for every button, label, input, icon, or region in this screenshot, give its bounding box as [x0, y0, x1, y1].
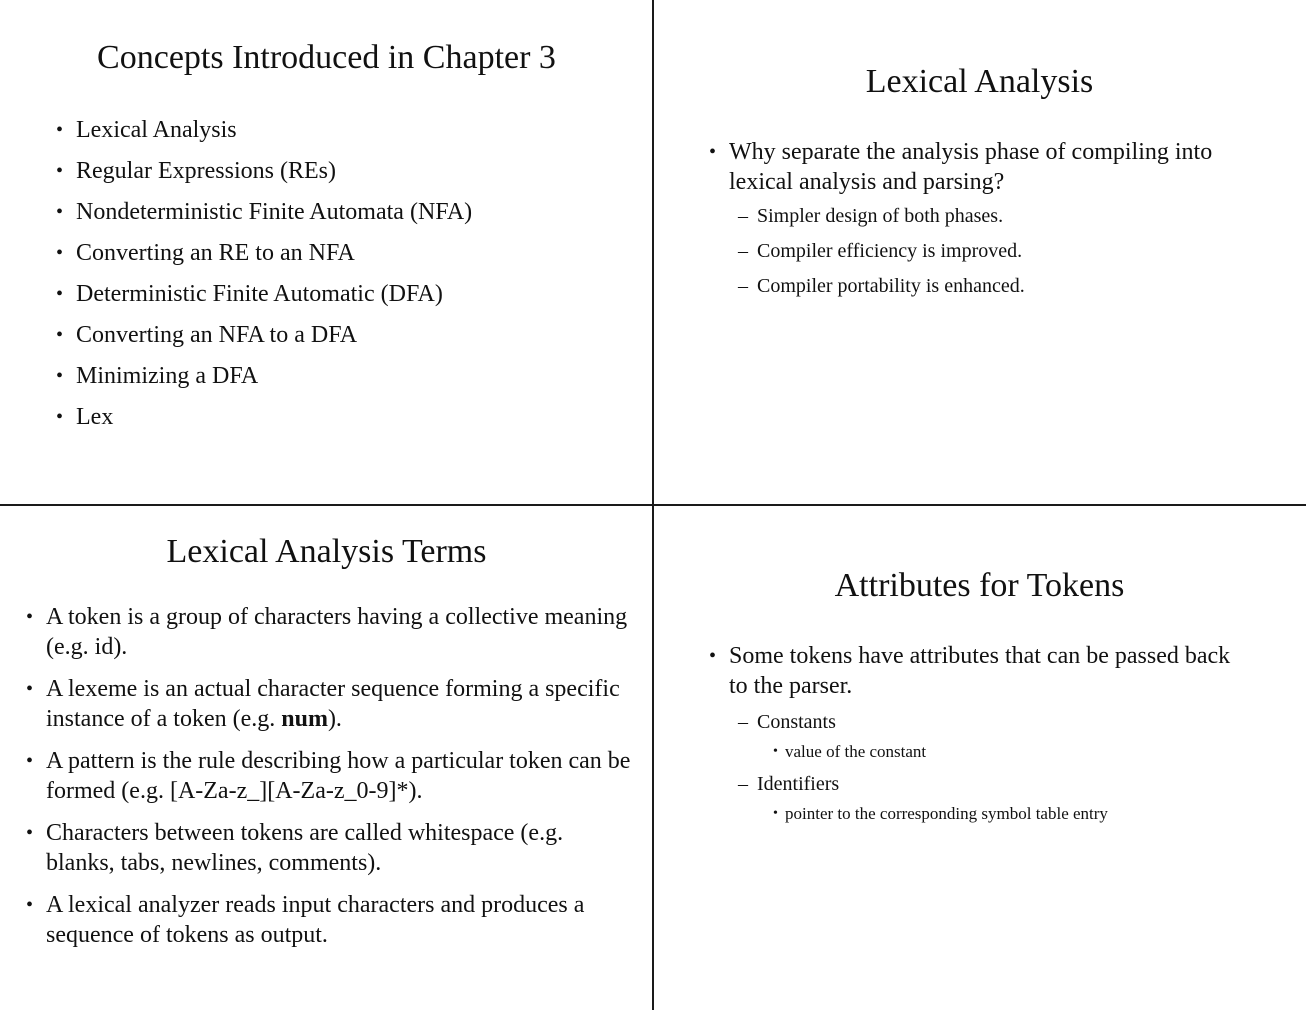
- sub-list-item-text: Simpler design of both phases.: [757, 205, 1004, 227]
- sub-list-item: [738, 771, 1249, 825]
- bullet-list: [56, 115, 636, 443]
- slide-attributes-for-tokens: [653, 505, 1306, 1010]
- list-item: [26, 818, 636, 878]
- sub-list-item: [738, 203, 1249, 238]
- slide-concepts-chapter-3: [0, 0, 653, 505]
- list-item-text: A pattern is the rule describing how a particular token can be formed (e.g. [A-Za-z_][A-Za-z_0-9]*).: [46, 748, 631, 804]
- list-item: [26, 674, 636, 734]
- list-item-text-end: ).: [327, 706, 342, 732]
- slide-title: Lexical Analysis: [865, 63, 1094, 100]
- list-item-text: Minimizing a DFA: [76, 363, 259, 389]
- bullet-icon: •: [26, 750, 34, 772]
- list-item-text: A lexical analyzer reads input characters and produces a sequence of tokens as output.: [46, 892, 585, 948]
- slide-lexical-analysis: [653, 0, 1306, 505]
- bullet-icon: •: [26, 822, 34, 844]
- bullet-icon: •: [56, 324, 64, 346]
- sub-list-item: [738, 238, 1249, 273]
- list-item: [26, 746, 636, 806]
- bullet-list: [26, 602, 636, 962]
- list-item-text: Lexical Analysis: [76, 117, 237, 143]
- list-item-text: Why separate the analysis phase of compiling into lexical analysis and parsing?: [729, 139, 1213, 195]
- dash-icon: –: [738, 240, 748, 262]
- bullet-icon: •: [56, 406, 64, 428]
- slide-title: Concepts Introduced in Chapter 3: [97, 39, 556, 76]
- list-item-text: Deterministic Finite Automatic (DFA): [76, 281, 443, 307]
- list-item-text: A token is a group of characters having a collective meaning (e.g. id).: [46, 604, 628, 660]
- list-item-bold-text: num: [281, 706, 328, 732]
- bullet-icon: •: [709, 141, 717, 163]
- detail-item-text: value of the constant: [785, 742, 927, 761]
- list-item-text: Regular Expressions (REs): [76, 158, 336, 184]
- bullet-icon: •: [773, 806, 778, 821]
- list-item: [709, 641, 1249, 825]
- list-item-text: Converting an NFA to a DFA: [76, 322, 358, 348]
- list-item: [709, 137, 1249, 308]
- list-item: [56, 279, 636, 320]
- list-item-text: Characters between tokens are called whitespace (e.g. blanks, tabs, newlines, comments).: [46, 820, 564, 876]
- list-item: [56, 402, 636, 443]
- list-item: [56, 197, 636, 238]
- list-item: [56, 115, 636, 156]
- bullet-icon: •: [26, 606, 34, 628]
- detail-list: [757, 803, 1249, 825]
- sub-list-item-text: Compiler efficiency is improved.: [757, 240, 1023, 262]
- bullet-list: [709, 641, 1249, 833]
- list-item-text: Converting an RE to an NFA: [76, 240, 355, 266]
- list-item-text: Nondeterministic Finite Automata (NFA): [76, 199, 473, 225]
- sub-list-item-text: Constants: [757, 711, 836, 733]
- list-item: [26, 602, 636, 662]
- dash-icon: –: [738, 275, 748, 297]
- slide-title: Attributes for Tokens: [834, 567, 1125, 604]
- slide-lexical-analysis-terms: [0, 505, 653, 1010]
- sub-list-item: [738, 273, 1249, 308]
- bullet-icon: •: [56, 119, 64, 141]
- dash-icon: –: [738, 205, 748, 227]
- sub-list-item: [738, 709, 1249, 763]
- bullet-icon: •: [26, 678, 34, 700]
- bullet-icon: •: [56, 365, 64, 387]
- slide-title: Lexical Analysis Terms: [166, 533, 487, 570]
- detail-item-text: pointer to the corresponding symbol table entry: [785, 804, 1108, 823]
- detail-item: [773, 803, 1249, 825]
- detail-list: [757, 741, 1249, 763]
- list-item: [26, 890, 636, 950]
- bullet-icon: •: [56, 283, 64, 305]
- bullet-list: [709, 137, 1249, 308]
- bullet-icon: •: [56, 242, 64, 264]
- detail-item: [773, 741, 1249, 763]
- bullet-icon: •: [26, 894, 34, 916]
- bullet-icon: •: [773, 744, 778, 759]
- list-item: [56, 361, 636, 402]
- bullet-icon: •: [56, 201, 64, 223]
- bullet-icon: •: [709, 645, 717, 667]
- sub-list-item-text: Identifiers: [757, 773, 840, 795]
- dash-icon: –: [738, 711, 748, 733]
- list-item-text: A lexeme is an actual character sequence forming a specific instance of a token (e.g.: [46, 676, 620, 732]
- list-item: [56, 320, 636, 361]
- list-item-text: Some tokens have attributes that can be passed back to the parser.: [729, 643, 1231, 699]
- list-item-text: Lex: [76, 404, 114, 430]
- bullet-icon: •: [56, 160, 64, 182]
- list-item: [56, 156, 636, 197]
- sub-bullet-list: [729, 203, 1249, 308]
- sub-bullet-list: [729, 709, 1249, 825]
- dash-icon: –: [738, 773, 748, 795]
- sub-list-item-text: Compiler portability is enhanced.: [757, 275, 1025, 297]
- list-item: [56, 238, 636, 279]
